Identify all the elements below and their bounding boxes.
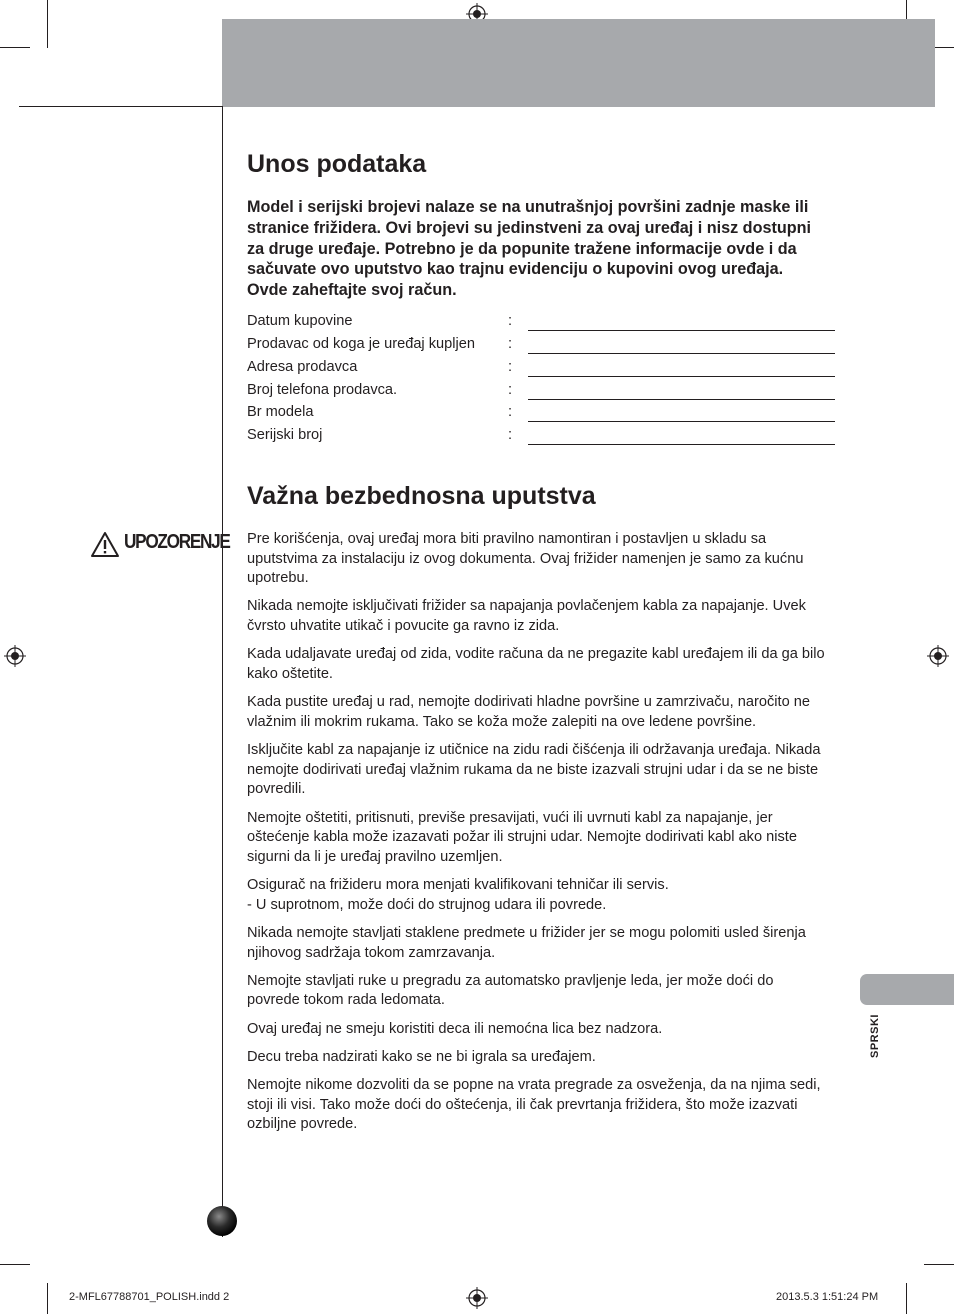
fill-in-line[interactable] xyxy=(528,376,835,377)
form-colon: : xyxy=(508,404,513,420)
safety-paragraph: Kada pustite uređaj u rad, nemojte dodirivati hladne površine u zamrzivaču, naročito ne vlažnim ili mokrim rukama. Tako se koža može zalepiti na ove ledene površine. xyxy=(247,694,810,730)
language-label: SPRSKI xyxy=(869,1014,881,1058)
fill-in-line[interactable] xyxy=(528,399,835,400)
registration-mark-icon xyxy=(927,645,949,667)
safety-paragraph: Nikada nemojte isključivati frižider sa napajanja povlačenjem kabla za napajanje. Uvek čvrsto uhvatite utikač i povucite ga ravno iz zida. xyxy=(247,598,806,635)
form-row-broj-telefona xyxy=(247,382,837,405)
safety-paragraph: Nemojte oštetiti, pritisnuti, previše presavijati, vući ili uvrnuti kabl za napajanje, jer oštećenje kabla može izazavati požar ili strujni udar. Nemojte dodirivati kabl ako niste sigurni da li je uređaj pravilno uzemljen. xyxy=(247,809,797,865)
form-label: Prodavac od koga je uređaj kupljen xyxy=(247,336,475,352)
form-label: Datum kupovine xyxy=(247,313,353,329)
section-title-bezbednosna-uputstva: Važna bezbednosna uputstva xyxy=(247,482,596,510)
crop-mark xyxy=(0,47,30,48)
form-label: Broj telefona prodavca. xyxy=(247,382,398,398)
header-band xyxy=(222,19,935,107)
safety-paragraph: Nemojte stavljati ruke u pregradu za automatsko pravljenje leda, jer može doći do povrede tokom rada ledomata. xyxy=(247,972,774,1009)
registration-mark-icon xyxy=(4,645,26,667)
crop-mark xyxy=(924,1264,954,1265)
fill-in-line[interactable] xyxy=(528,444,835,445)
form-row-datum-kupovine xyxy=(247,313,837,336)
crop-mark xyxy=(47,0,48,48)
safety-paragraph: Ovaj uređaj ne smeju koristiti deca ili nemoćna lica bez nadzora. xyxy=(247,1020,663,1037)
form-colon: : xyxy=(508,336,513,352)
safety-paragraph: Isključite kabl za napajanje iz utičnice na zidu radi čišćenja ili održavanja uređaja. Nikada nemojte dodirivati uređaj vlažnim rukama da ne biste izazvali strujni udar i da se ne biste povredili. xyxy=(247,742,821,798)
form-label: Serijski broj xyxy=(247,427,323,443)
form-row-prodavac xyxy=(247,336,837,359)
form-colon: : xyxy=(508,382,513,398)
language-tab xyxy=(860,974,954,1005)
warning-label xyxy=(90,530,230,560)
bullet-ball-icon xyxy=(207,1206,237,1236)
warning-text: UPOZORENJE xyxy=(124,531,230,553)
safety-paragraph: Pre korišćenja, ovaj uređaj mora biti pravilno namontiran i postavljen u skladu sa uputstvima za instalaciju iz ovog dokumenta. Ovaj frižider namenjen je samo za kućnu upotrebu. xyxy=(247,531,804,587)
intro-line: Ovde zaheftajte svoj račun. xyxy=(247,281,457,300)
section-title-unos-podataka: Unos podataka xyxy=(247,150,427,178)
margin-rule xyxy=(222,107,223,1237)
form-row-br-modela xyxy=(247,404,837,427)
header-rule xyxy=(19,106,223,107)
crop-mark xyxy=(906,1283,907,1314)
crop-mark xyxy=(47,1283,48,1314)
fill-in-line[interactable] xyxy=(528,353,835,354)
fill-in-line[interactable] xyxy=(528,330,835,331)
intro-paragraph xyxy=(247,197,867,301)
intro-line: Model i serijski brojevi nalaze se na unutrašnjoj površini zadnje maske ili xyxy=(247,198,809,216)
form-colon: : xyxy=(508,427,513,443)
form-colon: : xyxy=(508,313,513,329)
footer-filename: 2-MFL67788701_POLISH.indd 2 xyxy=(69,1291,230,1303)
safety-paragraph: Nikada nemojte stavljati staklene predmete u frižider jer se mogu polomiti usled širenja njihovog sadržaja tokom zamrzavanja. xyxy=(247,924,806,961)
safety-paragraph: Osigurač na frižideru mora menjati kvalifikovani tehničar ili servis. - U suprotnom, može doći do strujnog udara ili povrede. xyxy=(247,877,669,913)
registration-mark-icon xyxy=(466,1287,488,1309)
footer-timestamp: 2013.5.3 1:51:24 PM xyxy=(776,1291,879,1303)
safety-paragraph: Kada udaljavate uređaj od zida, vodite računa da ne pregazite kabl uređajem ili da ga bilo kako oštetite. xyxy=(247,646,825,682)
intro-line: stranice frižidera. Ovi brojevi su jedinstveni za ovaj uređaj i nisz dostupni xyxy=(247,218,812,237)
fill-in-line[interactable] xyxy=(528,421,835,422)
form-label: Br modela xyxy=(247,404,314,420)
form-row-adresa-prodavca xyxy=(247,359,837,382)
safety-paragraph: Decu treba nadzirati kako se ne bi igrala sa uređajem. xyxy=(247,1048,596,1065)
intro-line: za druge uređaje. Potrebno je da popunite tražene informacije ovde i da xyxy=(247,239,797,258)
safety-paragraph: Nemojte nikome dozvoliti da se popne na vrata pregrade za osveženja, da na njima sedi, stoji ili visi. Tako može doći do oštećenja, ili čak prevrtanja frižidera, što može izazvati ozbiljne povrede. xyxy=(247,1077,821,1133)
form-row-serijski-broj xyxy=(247,427,837,450)
intro-line: sačuvate ovo uputstvo kao trajnu evidenciju o kupovini ovog uređaja. xyxy=(247,260,784,279)
form-label: Adresa prodavca xyxy=(247,359,358,375)
crop-mark xyxy=(0,1264,30,1265)
form-colon: : xyxy=(508,359,513,375)
safety-instructions xyxy=(247,530,859,1144)
warning-triangle-icon xyxy=(90,531,120,558)
